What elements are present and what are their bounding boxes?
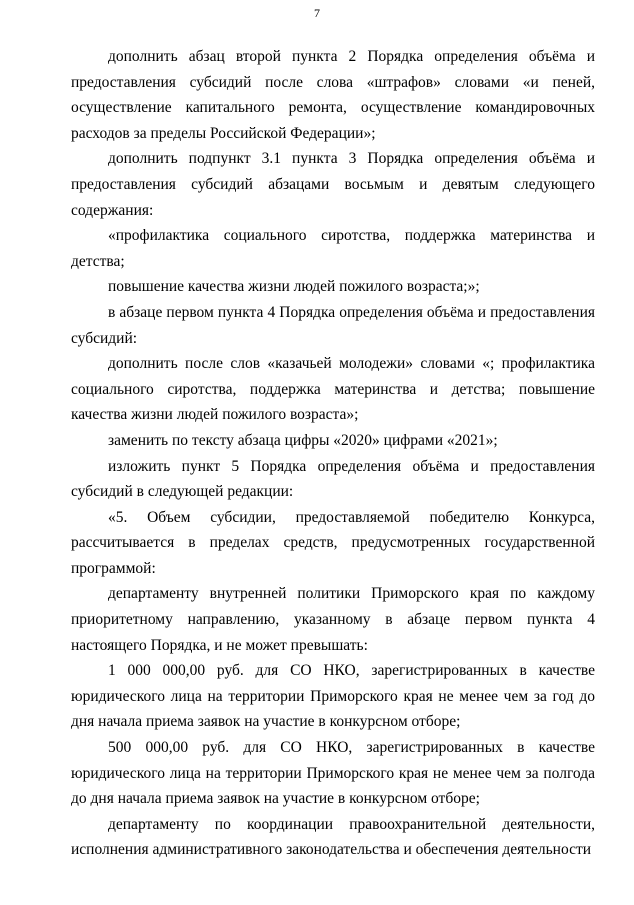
- paragraph: 500 000,00 руб. для СО НКО, зарегистрированных в качестве юридического лица на территории Приморского края не менее чем за полгода до дня начала приема заявок на участие в конкурсном отборе;: [71, 739, 595, 808]
- paragraph: 1 000 000,00 руб. для СО НКО, зарегистрированных в качестве юридического лица на территории Приморского края не менее чем за год до дня начала приема заявок на участие в конкурсном отборе;: [71, 662, 595, 731]
- paragraph: департаменту по координации правоохранительной деятельности, исполнения административного законодательства и обеспечения деятельности: [71, 815, 595, 859]
- paragraph: «5. Объем субсидии, предоставляемой победителю Конкурса, рассчитывается в пределах средств, предусмотренных государственной программой:: [71, 508, 595, 577]
- paragraph: «профилактика социального сиротства, поддержка материнства и детства;: [71, 227, 595, 270]
- paragraph: дополнить после слов «казачьей молодежи» словами «; профилактика социального сиротства, поддержка материнства и детства; повышение качества жизни людей пожилого возраста»;: [71, 355, 595, 424]
- paragraph: заменить по тексту абзаца цифры «2020» цифрами «2021»;: [108, 431, 498, 449]
- paragraph: повышение качества жизни людей пожилого возраста;»;: [108, 278, 480, 296]
- document-body: [71, 44, 595, 863]
- page-number: 7: [314, 6, 320, 20]
- paragraph: в абзаце первом пункта 4 Порядка определения объёма и предоставления субсидий:: [71, 303, 595, 347]
- paragraph: изложить пункт 5 Порядка определения объёма и предоставления субсидий в следующей редакции:: [71, 457, 595, 501]
- paragraph: дополнить абзац второй пункта 2 Порядка определения объёма и предоставления субсидий после слова «штрафов» словами «и пеней, осуществление капитального ремонта, осуществление командировочных расходов за пределы Российской Федерации»;: [71, 48, 595, 142]
- paragraph: дополнить подпункт 3.1 пункта 3 Порядка определения объёма и предоставления субсидий абзацами восьмым и девятым следующего содержания:: [71, 150, 595, 219]
- paragraph: департаменту внутренней политики Приморского края по каждому приоритетному направлению, указанному в абзаце первом пункта 4 настоящего Порядка, и не может превышать:: [71, 585, 595, 654]
